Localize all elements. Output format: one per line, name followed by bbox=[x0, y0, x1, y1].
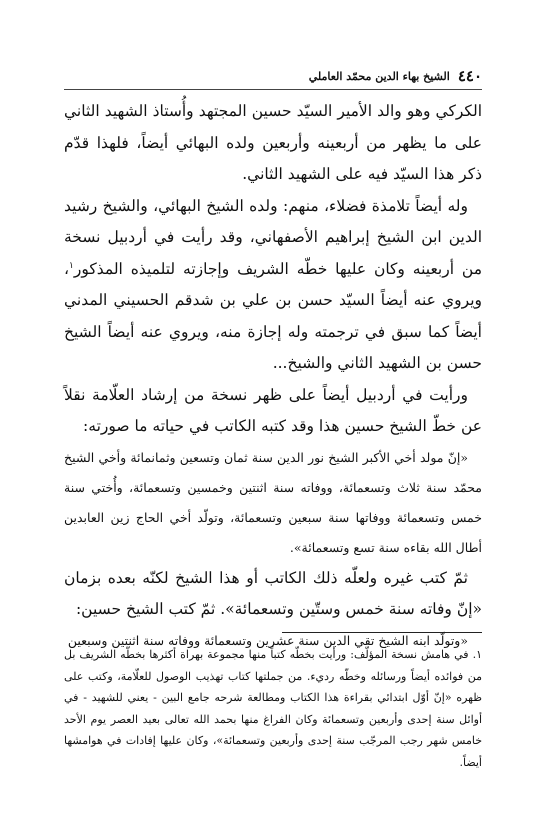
paragraph-2-text-b: ، ويروي عنه أيضاً السيّد حسن بن علي بن شدقم الحسيني المدني أيضاً كما سبق في ترجمته وله إجازة منه، ويروي عنه أيضاً الشيخ حسن بن الشهيد الثاني والشيخ... bbox=[64, 259, 482, 372]
quotation-1: «إنّ مولد أخي الأكبر الشيخ نور الدين سنة ثمان وتسعين وثمانمائة وأخي الشيخ محمّد سنة ثلاث وتسعمائة، ووفاته سنة اثنتين وخمسين وتسعمائة، وأُختي سنة خمس وتسعمائة ووفاتها سنة سبعين وتسعمائة، وتولّد أخي الحاج زين العابدين أطال الله بقاءه سنة تسع وتسعمائة». bbox=[64, 449, 482, 555]
paragraph-3: ورأيت في أردبيل أيضاً على ظهر نسخة من إرشاد العلّامة نقلاً عن خطّ الشيخ حسين هذا وقد كتبه الكاتب في حياته ما صورته: bbox=[64, 385, 482, 435]
paragraph-1: الكركي وهو والد الأمير السيّد حسين المجتهد وأُستاذ الشهيد الثاني على ما يظهر من أربعينه وأربعين ولده البهائي أيضاً، فلهذا قدّم ذكر هذا السيّد فيه على الشهيد الثاني. bbox=[64, 102, 482, 183]
page-number: ٤٤٠ bbox=[457, 67, 482, 85]
page-header bbox=[64, 66, 482, 86]
paragraph-4: ثمّ كتب غيره ولعلّه ذلك الكاتب أو هذا الشيخ لكنّه بعده بزمان «إنّ وفاته سنة خمس وستّين وتسعمائة». ثمّ كتب الشيخ حسين: bbox=[64, 568, 482, 618]
main-text bbox=[64, 96, 482, 656]
quotation-2: «وتولّد ابنه الشيخ تقي الدين سنة عشرين وتسعمائة ووفاته سنة اثنتين وسبعين bbox=[67, 632, 468, 648]
running-title: الشيخ بهاء الدين محمّد العاملي bbox=[308, 69, 450, 83]
footnote-1: ١. في هامش نسخة المؤلّف: ورأيت بخطّه كتباً منها مجموعة بهراة أكثرها بخطّه الشريف بل من فوائده أيضاً ورسائله وخطّه رديء. من جملتها كتاب تهذيب الوصول للعلّامة، وكتب على ظهره «إنّ أوّل ابتدائي بقراءة هذا الكتاب ومطالعة شرحه جامع البين - يعني للشهيد - في أوائل سنة إحدى وأربعين وتسعمائة وكان الفراغ منها بحمد الله تعالى بعيد العصر يوم الأحد خامس شهر رجب المرجّب سنة إحدى وأربعين وتسعمائة»، وكان عليها إفادات في هوامشها أيضاً. bbox=[64, 648, 482, 769]
paragraph-2-text-a: وله أيضاً تلامذة فضلاء، منهم: ولده الشيخ البهائي، والشيخ رشيد الدين ابن الشيخ إبراهيم الأصفهاني، وقد رأيت في أردبيل نسخة من أربعينه وكان عليها خطّه الشريف وإجازته لتلميذه المذكور bbox=[64, 196, 482, 278]
footnote-rule bbox=[282, 632, 482, 633]
header-rule bbox=[64, 89, 482, 90]
footnote-reference[interactable]: ١ bbox=[69, 260, 74, 271]
paragraph-2 bbox=[64, 191, 482, 380]
